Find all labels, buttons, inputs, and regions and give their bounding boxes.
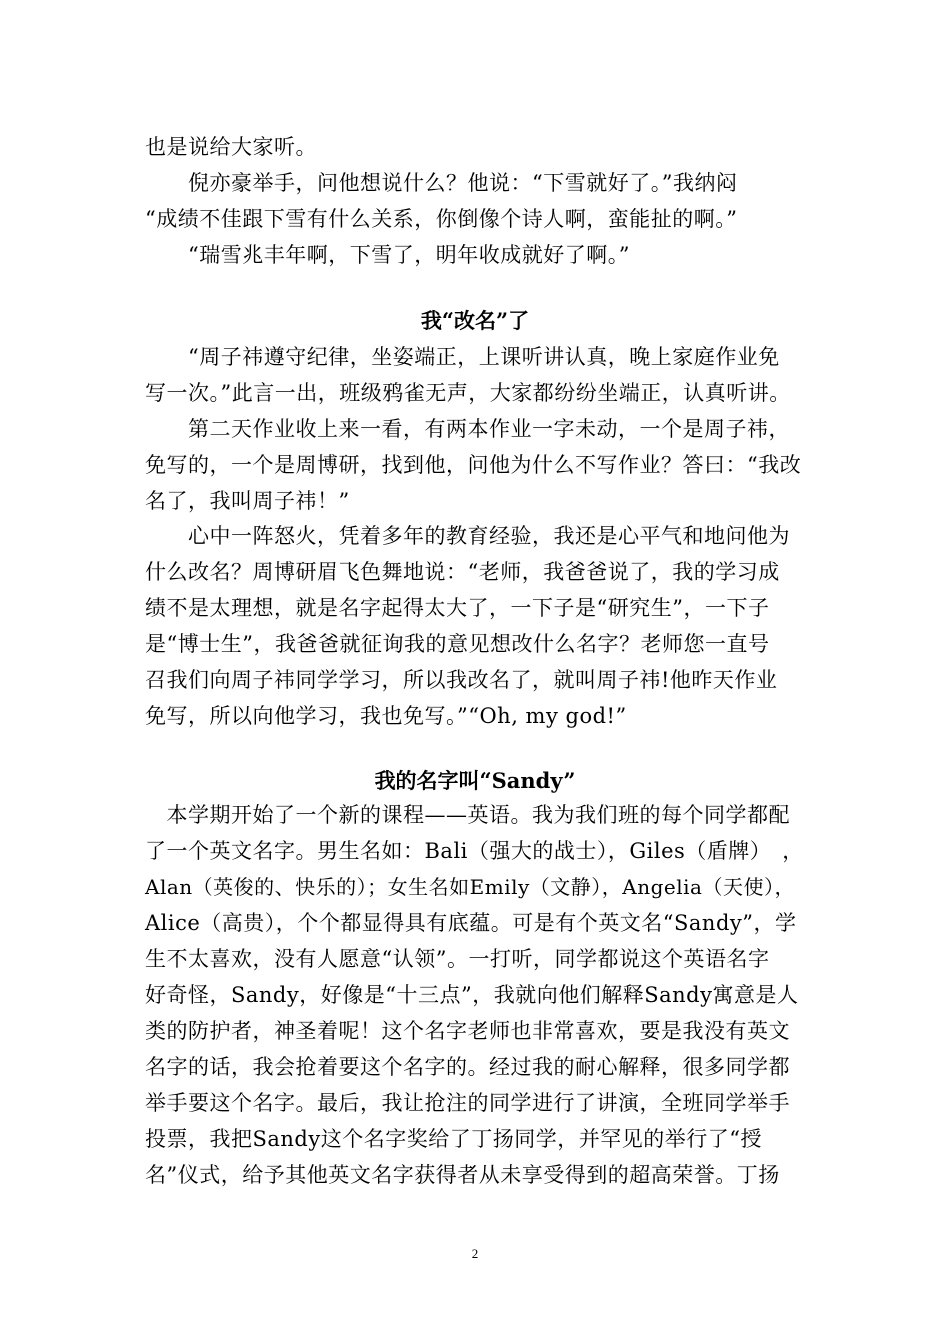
text-line: 第二天作业收上来一看，有两本作业一字未动，一个是周子祎， xyxy=(145,417,790,441)
text-line: 生不太喜欢，没有人愿意“认领”。一打听，同学都说这个英语名字 xyxy=(145,947,770,971)
text-line: 名”仪式，给予其他英文名字获得者从未享受得到的超高荣誉。丁扬 xyxy=(145,1163,780,1187)
text-line: 也是说给大家听。 xyxy=(145,135,317,159)
text-line: Alice（高贵），个个都显得具有底蕴。可是有个英文名“Sandy”，学 xyxy=(145,911,797,935)
text-line: 本学期开始了一个新的课程——英语。我为我们班的每个同学都配 xyxy=(145,803,790,827)
text-line: “成绩不佳跟下雪有什么关系，你倒像个诗人啊，蛮能扯的啊。” xyxy=(145,207,738,231)
section-title-rename: 我“改名”了 xyxy=(420,308,530,333)
text-line: “周子祎遵守纪律，坐姿端正，上课听讲认真，晚上家庭作业免 xyxy=(145,345,780,369)
text-line: 是“博士生”，我爸爸就征询我的意见想改什么名字？老师您一直号 xyxy=(145,632,770,656)
text-line: 类的防护者，神圣着呢！这个名字老师也非常喜欢，要是我没有英文 xyxy=(145,1019,790,1043)
text-line: 绩不是太理想，就是名字起得太大了，一下子是“研究生”，一下子 xyxy=(145,596,770,620)
text-line: 名了，我叫周子祎！” xyxy=(145,489,350,513)
text-line: 了一个英文名字。男生名如：Bali（强大的战士），Giles（盾牌） ， xyxy=(145,839,804,863)
text-line: 召我们向周子祎同学学习，所以我改名了，就叫周子祎!他昨天作业 xyxy=(145,668,778,692)
text-line: “瑞雪兆丰年啊，下雪了，明年收成就好了啊。” xyxy=(145,243,630,267)
text-line: 名字的话，我会抢着要这个名字的。经过我的耐心解释，很多同学都 xyxy=(145,1055,790,1079)
text-line: 倪亦豪举手，问他想说什么？他说：“下雪就好了。”我纳闷 xyxy=(145,171,738,195)
text-line: Alan（英俊的、快乐的）；女生名如Emily（文静），Angelia（天使）， xyxy=(145,875,795,899)
text-line: 免写，所以向他学习，我也免写。”“Oh, my god!” xyxy=(145,704,627,728)
section-title-sandy: 我的名字叫“Sandy” xyxy=(374,768,576,793)
text-line: 举手要这个名字。最后，我让抢注的同学进行了讲演，全班同学举手 xyxy=(145,1091,790,1115)
text-line: 心中一阵怒火，凭着多年的教育经验，我还是心平气和地问他为 xyxy=(145,524,790,548)
text-line: 什么改名？周博研眉飞色舞地说：“老师，我爸爸说了，我的学习成 xyxy=(145,560,780,584)
text-line: 写一次。”此言一出，班级鸦雀无声，大家都纷纷坐端正，认真听讲。 xyxy=(145,381,791,405)
page-number: 2 xyxy=(471,1246,479,1261)
text-line: 投票，我把Sandy这个名字奖给了丁扬同学，并罕见的举行了“授 xyxy=(145,1127,762,1151)
text-line: 好奇怪，Sandy，好像是“十三点”，我就向他们解释Sandy寓意是人 xyxy=(145,983,799,1007)
text-line: 免写的，一个是周博研，找到他，问他为什么不写作业？答曰：“我改 xyxy=(145,453,802,477)
